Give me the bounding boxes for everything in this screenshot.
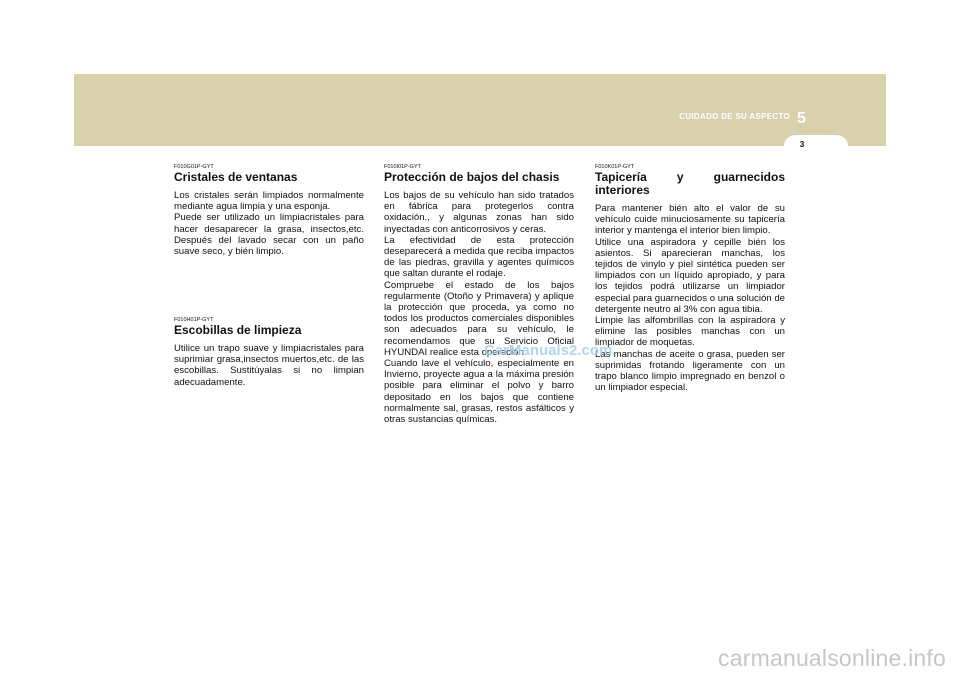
paragraph: La efectividad de esta protección deseparecerá a medida que reciba impactos de las piedras, gravilla y agentes químicos que saltan durante el rodaje. [384,234,574,280]
chapter-number: 5 [797,110,806,127]
paragraph: Utilice un trapo suave y limpiacristales para suprimiar grasa,insectos muertos,etc. de las escobillas. Sustitúyalas si no limpian adecuadamente. [174,343,364,388]
section-body [384,190,574,425]
section-heading: Escobillas de limpieza [174,323,302,337]
paragraph: Los cristales serán limpiados normalmente mediante agua limpia y una esponja. [174,190,364,213]
paragraph: Puede ser utilizado un limpiacristales para hacer desaparecer la grasa, insectos,etc. Después del lavado secar con un paño suave seco, y bién limpio. [174,212,364,258]
page-number: 3 [799,140,805,149]
section-tapiceria [595,164,785,393]
section-title: CUIDADO DE SU ASPECTO [679,112,790,121]
section-heading: Cristales de ventanas [174,170,298,184]
paragraph: Los bajos de su vehículo han sido tratados en fábrica para protegerlos contra oxidación., y algunas zonas han sido inyectadas con anticorrosivos y ceras. [384,190,574,235]
paragraph: Las manchas de aceite o grasa, pueden ser suprimidas frotando ligeramente con un trapo blanco limpio impregnado en benzol o un limpiador especial. [595,348,785,394]
section-heading: Tapicería y guarnecidos interiores [595,170,785,197]
section-heading: Protección de bajos del chasis [384,170,560,184]
section-body [595,203,785,393]
section-code: F010I01P-GYT [384,164,421,170]
paragraph: Para mantener bién alto el valor de su vehículo cuide minuciosamente su tapicería interior y mantenga el interior bien limpio. [595,203,785,237]
header-band [74,74,886,146]
watermark: CarManuals2.com [484,342,613,359]
section-code: F010H01P-GYT [174,317,214,323]
section-bajos-chasis [384,164,574,425]
section-body [174,343,364,388]
paragraph: Utilice una aspiradora y cepille bién los asientos. Si aparecieran manchas, los tejidos de vinylo y piel sintética pueden ser limpiados con un líquido apropiado, y para los tejidos podrá utilizarse un limpiador especial para guarnecidos o una solución de detergente neutro al 3% con agua tibia. [595,236,785,315]
section-body [174,190,364,257]
section-escobillas [174,317,364,388]
paragraph: Cuando lave el vehículo, especialmente en Invierno, proyecte agua a la máxima presión posible para eliminar el polvo y barro depositado en los bajos que contiene normalmente sal, grasas, restos asfálticos y otras sustancias químicas. [384,358,574,426]
footer-watermark[interactable]: carmanualsonline.info [718,645,946,671]
section-code: F010G01P-GYT [174,164,214,170]
section-cristales [174,164,364,257]
paragraph: Compruebe el estado de los bajos regularmente (Otoño y Primavera) y aplique la protección que proceda, ya como no todos los productos comerciales disponibles son adecuados para su vehículo, le recomendamos que su Servicio Oficial HYUNDAI realice esta operación. [384,279,574,358]
paragraph: Limpie las alfombrillas con la aspiradora y elimine las posibles manchas con un limpiador de moquetas. [595,315,785,349]
section-code: F010K01P-GYT [595,164,635,170]
